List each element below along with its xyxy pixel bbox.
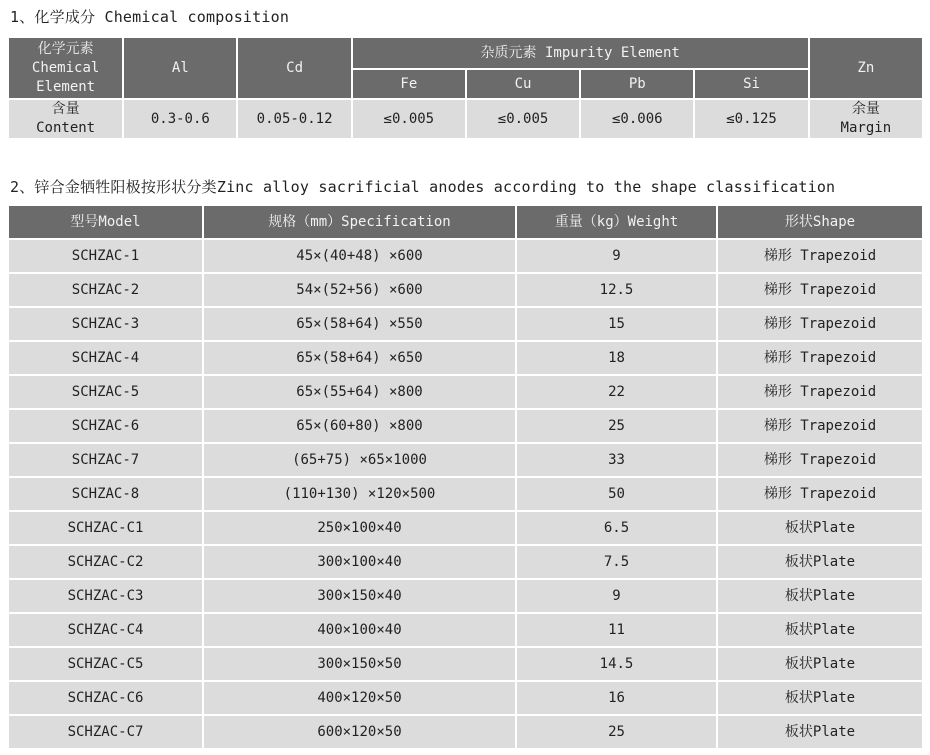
cell-model: SCHZAC-C6 <box>9 682 202 714</box>
table-row <box>9 308 922 340</box>
content-label-en: Content <box>36 120 96 136</box>
table-row <box>9 648 922 680</box>
cell-specification: 300×100×40 <box>204 546 515 578</box>
cell-specification: 400×120×50 <box>204 682 515 714</box>
column-specification: 规格（mm）Specification <box>204 206 515 238</box>
header-cu: Cu <box>467 70 579 98</box>
cell-weight: 14.5 <box>517 648 716 680</box>
cell-weight: 12.5 <box>517 274 716 306</box>
content-label <box>9 100 122 138</box>
section1-heading: 1、化学成分 Chemical composition <box>10 8 290 26</box>
cell-shape: 板状Plate <box>718 580 922 612</box>
value-al: 0.3-0.6 <box>124 100 236 138</box>
header-si: Si <box>695 70 807 98</box>
cell-model: SCHZAC-8 <box>9 478 202 510</box>
header-al: Al <box>124 38 236 98</box>
cell-shape: 梯形 Trapezoid <box>718 308 922 340</box>
cell-specification: 65×(60+80) ×800 <box>204 410 515 442</box>
cell-weight: 33 <box>517 444 716 476</box>
cell-specification: (65+75) ×65×1000 <box>204 444 515 476</box>
table-row <box>9 580 922 612</box>
header-element-cn: 化学元素 <box>37 40 94 57</box>
value-pb: ≤0.006 <box>581 100 693 138</box>
cell-specification: 250×100×40 <box>204 512 515 544</box>
value-zn-cn: 余量 <box>851 101 880 117</box>
cell-weight: 7.5 <box>517 546 716 578</box>
header-zn: Zn <box>810 38 922 98</box>
header-pb: Pb <box>581 70 693 98</box>
value-si: ≤0.125 <box>695 100 807 138</box>
cell-weight: 11 <box>517 614 716 646</box>
cell-weight: 16 <box>517 682 716 714</box>
cell-specification: 300×150×40 <box>204 580 515 612</box>
cell-weight: 25 <box>517 410 716 442</box>
cell-specification: 65×(55+64) ×800 <box>204 376 515 408</box>
cell-shape: 板状Plate <box>718 716 922 748</box>
cell-shape: 梯形 Trapezoid <box>718 376 922 408</box>
cell-weight: 25 <box>517 716 716 748</box>
value-fe: ≤0.005 <box>353 100 465 138</box>
header-chemical-element <box>9 38 122 98</box>
header-impurity-element: 杂质元素 Impurity Element <box>353 38 808 68</box>
column-model: 型号Model <box>9 206 202 238</box>
cell-model: SCHZAC-C3 <box>9 580 202 612</box>
cell-model: SCHZAC-C1 <box>9 512 202 544</box>
cell-model: SCHZAC-C4 <box>9 614 202 646</box>
cell-shape: 板状Plate <box>718 648 922 680</box>
cell-shape: 板状Plate <box>718 546 922 578</box>
cell-model: SCHZAC-4 <box>9 342 202 374</box>
cell-shape: 梯形 Trapezoid <box>718 240 922 272</box>
cell-specification: 54×(52+56) ×600 <box>204 274 515 306</box>
table-row <box>9 512 922 544</box>
column-weight: 重量（kg）Weight <box>517 206 716 238</box>
header-fe: Fe <box>353 70 465 98</box>
cell-shape: 梯形 Trapezoid <box>718 410 922 442</box>
value-zn-en: Margin <box>840 120 892 136</box>
cell-model: SCHZAC-C5 <box>9 648 202 680</box>
cell-model: SCHZAC-3 <box>9 308 202 340</box>
cell-weight: 9 <box>517 240 716 272</box>
table-row <box>9 546 922 578</box>
cell-specification: 300×150×50 <box>204 648 515 680</box>
value-cd: 0.05-0.12 <box>238 100 350 138</box>
table-row <box>9 444 922 476</box>
table-row <box>9 240 922 272</box>
cell-weight: 50 <box>517 478 716 510</box>
cell-model: SCHZAC-5 <box>9 376 202 408</box>
header-element-en1: Chemical <box>31 59 100 76</box>
table-row <box>9 376 922 408</box>
table-row <box>9 410 922 442</box>
section2-heading: 2、锌合金牺牲阳极按形状分类Zinc alloy sacrificial anodes according to the shape classification <box>10 178 836 196</box>
cell-weight: 9 <box>517 580 716 612</box>
cell-specification: 65×(58+64) ×650 <box>204 342 515 374</box>
table-row <box>9 682 922 714</box>
cell-weight: 6.5 <box>517 512 716 544</box>
column-shape: 形状Shape <box>718 206 922 238</box>
cell-model: SCHZAC-6 <box>9 410 202 442</box>
cell-model: SCHZAC-2 <box>9 274 202 306</box>
cell-model: SCHZAC-C7 <box>9 716 202 748</box>
cell-shape: 板状Plate <box>718 614 922 646</box>
value-cu: ≤0.005 <box>467 100 579 138</box>
header-cd: Cd <box>238 38 350 98</box>
table-row <box>9 342 922 374</box>
cell-specification: 45×(40+48) ×600 <box>204 240 515 272</box>
cell-shape: 梯形 Trapezoid <box>718 444 922 476</box>
cell-weight: 22 <box>517 376 716 408</box>
cell-specification: 400×100×40 <box>204 614 515 646</box>
table-row <box>9 478 922 510</box>
cell-weight: 18 <box>517 342 716 374</box>
header-element-en2: Element <box>36 78 96 95</box>
cell-shape: 梯形 Trapezoid <box>718 342 922 374</box>
cell-specification: (110+130) ×120×500 <box>204 478 515 510</box>
shape-classification-table <box>7 204 924 750</box>
cell-shape: 梯形 Trapezoid <box>718 274 922 306</box>
cell-shape: 梯形 Trapezoid <box>718 478 922 510</box>
cell-model: SCHZAC-C2 <box>9 546 202 578</box>
table-row <box>9 274 922 306</box>
cell-shape: 板状Plate <box>718 682 922 714</box>
cell-shape: 板状Plate <box>718 512 922 544</box>
value-zn <box>810 100 922 138</box>
cell-weight: 15 <box>517 308 716 340</box>
content-label-cn: 含量 <box>51 101 80 117</box>
chemical-composition-table <box>7 36 924 140</box>
cell-specification: 600×120×50 <box>204 716 515 748</box>
cell-specification: 65×(58+64) ×550 <box>204 308 515 340</box>
cell-model: SCHZAC-1 <box>9 240 202 272</box>
cell-model: SCHZAC-7 <box>9 444 202 476</box>
table-row <box>9 716 922 748</box>
table-row <box>9 614 922 646</box>
